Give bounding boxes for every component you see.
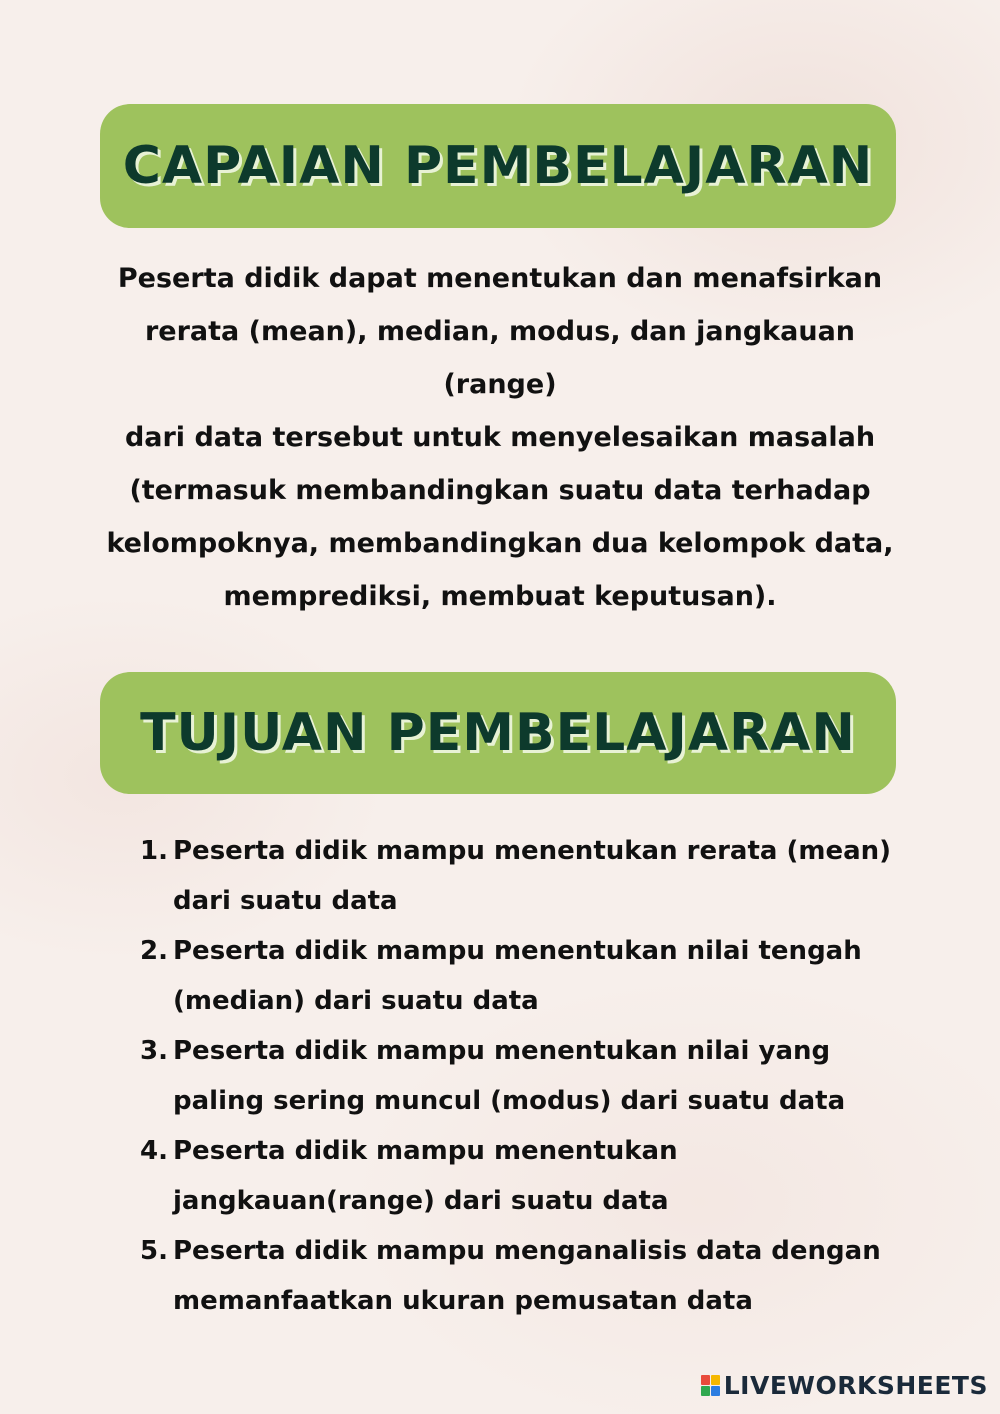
- item-number: 1.: [140, 836, 168, 866]
- capaian-banner: [100, 104, 896, 228]
- tujuan-list: [140, 826, 900, 1326]
- item-text: Peserta didik mampu menganalisis data dengan memanfaatkan ukuran pemusatan data: [173, 1236, 881, 1316]
- item-number: 4.: [140, 1136, 168, 1166]
- list-item: [140, 1026, 900, 1126]
- item-number: 3.: [140, 1036, 168, 1066]
- tujuan-title: TUJUAN PEMBELAJARAN: [140, 703, 856, 763]
- liveworksheets-logo-icon: [701, 1375, 720, 1396]
- capaian-line: dari data tersebut untuk menyelesaikan masalah: [124, 422, 876, 453]
- capaian-line: Peserta didik dapat menentukan dan menafsirkan: [117, 263, 883, 294]
- capaian-line: (termasuk membandingkan suatu data terhadap: [129, 475, 871, 506]
- item-text: Peserta didik mampu menentukan nilai yang paling sering muncul (modus) dari suatu data: [173, 1036, 846, 1116]
- item-text: Peserta didik mampu menentukan rerata (mean) dari suatu data: [173, 836, 892, 916]
- list-item: [140, 826, 900, 926]
- capaian-line: rerata (mean), median, modus, dan jangkauan (range): [144, 316, 856, 400]
- capaian-paragraph: [90, 252, 910, 623]
- liveworksheets-brand[interactable]: [701, 1371, 988, 1400]
- tujuan-banner: [100, 672, 896, 794]
- item-text: Peserta didik mampu menentukan jangkauan(range) dari suatu data: [173, 1136, 678, 1216]
- list-item: [140, 1126, 900, 1226]
- capaian-title: CAPAIAN PEMBELAJARAN: [122, 136, 874, 196]
- list-item: [140, 926, 900, 1026]
- item-text: Peserta didik mampu menentukan nilai tengah (median) dari suatu data: [173, 936, 862, 1016]
- capaian-line: kelompoknya, membandingkan dua kelompok data,: [106, 528, 894, 559]
- list-item: [140, 1226, 900, 1326]
- item-number: 5.: [140, 1236, 168, 1266]
- item-number: 2.: [140, 936, 168, 966]
- capaian-line: memprediksi, membuat keputusan).: [223, 581, 777, 612]
- brand-name: LIVEWORKSHEETS: [723, 1371, 988, 1400]
